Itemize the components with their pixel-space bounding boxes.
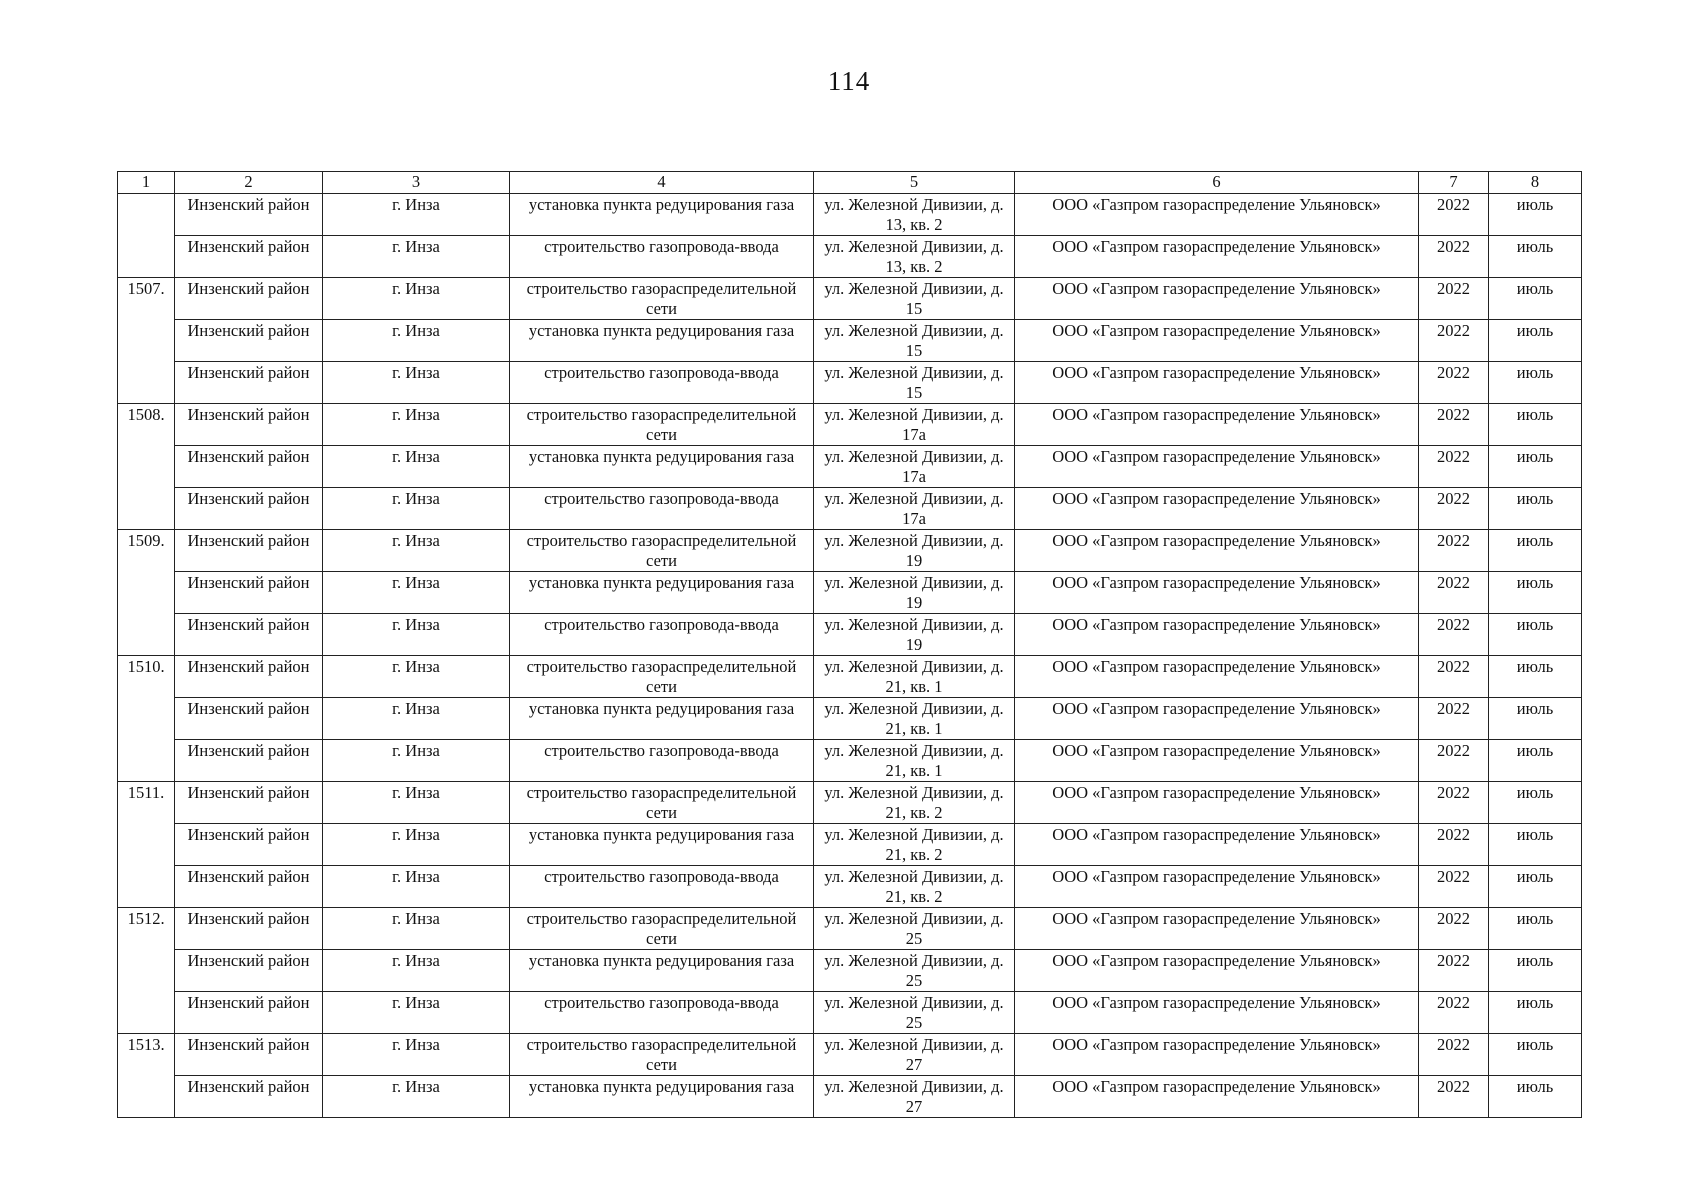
cell-month: июль bbox=[1489, 488, 1582, 530]
cell-year: 2022 bbox=[1419, 236, 1489, 278]
cell-month: июль bbox=[1489, 656, 1582, 698]
cell-org: ООО «Газпром газораспределение Ульяновск» bbox=[1015, 824, 1419, 866]
cell-work: строительство газораспределительной сети bbox=[510, 656, 814, 698]
cell-number: 1507. bbox=[118, 278, 175, 404]
cell-number: 1511. bbox=[118, 782, 175, 908]
cell-org: ООО «Газпром газораспределение Ульяновск» bbox=[1015, 530, 1419, 572]
cell-year: 2022 bbox=[1419, 194, 1489, 236]
cell-district: Инзенский район bbox=[175, 740, 323, 782]
cell-district: Инзенский район bbox=[175, 278, 323, 320]
cell-address: ул. Железной Дивизии, д. 15 bbox=[814, 278, 1015, 320]
cell-work: строительство газораспределительной сети bbox=[510, 1034, 814, 1076]
cell-work: установка пункта редуцирования газа bbox=[510, 698, 814, 740]
cell-number bbox=[118, 194, 175, 278]
cell-year: 2022 bbox=[1419, 740, 1489, 782]
cell-address: ул. Железной Дивизии, д. 27 bbox=[814, 1076, 1015, 1118]
cell-address: ул. Железной Дивизии, д. 21, кв. 1 bbox=[814, 740, 1015, 782]
cell-year: 2022 bbox=[1419, 278, 1489, 320]
table-row bbox=[118, 236, 1582, 278]
cell-city: г. Инза bbox=[323, 488, 510, 530]
table-row bbox=[118, 278, 1582, 320]
cell-city: г. Инза bbox=[323, 866, 510, 908]
cell-city: г. Инза bbox=[323, 404, 510, 446]
cell-work: установка пункта редуцирования газа bbox=[510, 446, 814, 488]
cell-work: установка пункта редуцирования газа bbox=[510, 824, 814, 866]
cell-district: Инзенский район bbox=[175, 1076, 323, 1118]
cell-district: Инзенский район bbox=[175, 992, 323, 1034]
cell-work: строительство газопровода-ввода bbox=[510, 992, 814, 1034]
cell-org: ООО «Газпром газораспределение Ульяновск» bbox=[1015, 446, 1419, 488]
cell-org: ООО «Газпром газораспределение Ульяновск» bbox=[1015, 866, 1419, 908]
cell-org: ООО «Газпром газораспределение Ульяновск» bbox=[1015, 1034, 1419, 1076]
cell-work: строительство газораспределительной сети bbox=[510, 530, 814, 572]
cell-org: ООО «Газпром газораспределение Ульяновск» bbox=[1015, 194, 1419, 236]
table-row bbox=[118, 572, 1582, 614]
cell-org: ООО «Газпром газораспределение Ульяновск» bbox=[1015, 1076, 1419, 1118]
cell-org: ООО «Газпром газораспределение Ульяновск» bbox=[1015, 992, 1419, 1034]
cell-org: ООО «Газпром газораспределение Ульяновск» bbox=[1015, 236, 1419, 278]
cell-city: г. Инза bbox=[323, 1034, 510, 1076]
cell-address: ул. Железной Дивизии, д. 27 bbox=[814, 1034, 1015, 1076]
cell-org: ООО «Газпром газораспределение Ульяновск» bbox=[1015, 908, 1419, 950]
cell-district: Инзенский район bbox=[175, 488, 323, 530]
cell-address: ул. Железной Дивизии, д. 15 bbox=[814, 320, 1015, 362]
cell-month: июль bbox=[1489, 698, 1582, 740]
header-col-7: 7 bbox=[1419, 172, 1489, 194]
header-col-6: 6 bbox=[1015, 172, 1419, 194]
table-row bbox=[118, 950, 1582, 992]
cell-month: июль bbox=[1489, 824, 1582, 866]
cell-district: Инзенский район bbox=[175, 194, 323, 236]
cell-month: июль bbox=[1489, 614, 1582, 656]
cell-month: июль bbox=[1489, 782, 1582, 824]
cell-year: 2022 bbox=[1419, 320, 1489, 362]
cell-city: г. Инза bbox=[323, 320, 510, 362]
cell-year: 2022 bbox=[1419, 866, 1489, 908]
cell-number: 1510. bbox=[118, 656, 175, 782]
cell-month: июль bbox=[1489, 362, 1582, 404]
cell-city: г. Инза bbox=[323, 530, 510, 572]
cell-address: ул. Железной Дивизии, д. 19 bbox=[814, 614, 1015, 656]
cell-work: установка пункта редуцирования газа bbox=[510, 320, 814, 362]
cell-district: Инзенский район bbox=[175, 320, 323, 362]
cell-city: г. Инза bbox=[323, 446, 510, 488]
cell-month: июль bbox=[1489, 278, 1582, 320]
cell-year: 2022 bbox=[1419, 782, 1489, 824]
table-row bbox=[118, 320, 1582, 362]
gasification-table bbox=[117, 171, 1582, 1118]
cell-city: г. Инза bbox=[323, 1076, 510, 1118]
cell-address: ул. Железной Дивизии, д. 21, кв. 1 bbox=[814, 656, 1015, 698]
cell-city: г. Инза bbox=[323, 614, 510, 656]
table-row bbox=[118, 740, 1582, 782]
cell-district: Инзенский район bbox=[175, 572, 323, 614]
table-row bbox=[118, 992, 1582, 1034]
cell-year: 2022 bbox=[1419, 1034, 1489, 1076]
cell-month: июль bbox=[1489, 1034, 1582, 1076]
cell-month: июль bbox=[1489, 194, 1582, 236]
table-row bbox=[118, 656, 1582, 698]
cell-org: ООО «Газпром газораспределение Ульяновск» bbox=[1015, 950, 1419, 992]
cell-org: ООО «Газпром газораспределение Ульяновск» bbox=[1015, 656, 1419, 698]
page-number: 114 bbox=[827, 66, 871, 96]
cell-month: июль bbox=[1489, 572, 1582, 614]
cell-address: ул. Железной Дивизии, д. 19 bbox=[814, 530, 1015, 572]
cell-work: установка пункта редуцирования газа bbox=[510, 194, 814, 236]
table-row bbox=[118, 446, 1582, 488]
cell-year: 2022 bbox=[1419, 446, 1489, 488]
cell-month: июль bbox=[1489, 530, 1582, 572]
cell-org: ООО «Газпром газораспределение Ульяновск» bbox=[1015, 740, 1419, 782]
cell-city: г. Инза bbox=[323, 782, 510, 824]
cell-year: 2022 bbox=[1419, 824, 1489, 866]
table-row bbox=[118, 530, 1582, 572]
cell-address: ул. Железной Дивизии, д. 21, кв. 1 bbox=[814, 698, 1015, 740]
cell-address: ул. Железной Дивизии, д. 13, кв. 2 bbox=[814, 194, 1015, 236]
cell-district: Инзенский район bbox=[175, 656, 323, 698]
cell-district: Инзенский район bbox=[175, 698, 323, 740]
cell-year: 2022 bbox=[1419, 698, 1489, 740]
table-row bbox=[118, 404, 1582, 446]
table-row bbox=[118, 908, 1582, 950]
cell-address: ул. Железной Дивизии, д. 19 bbox=[814, 572, 1015, 614]
cell-city: г. Инза bbox=[323, 740, 510, 782]
table-row bbox=[118, 194, 1582, 236]
cell-work: строительство газораспределительной сети bbox=[510, 278, 814, 320]
cell-address: ул. Железной Дивизии, д. 25 bbox=[814, 992, 1015, 1034]
cell-number: 1508. bbox=[118, 404, 175, 530]
header-col-2: 2 bbox=[175, 172, 323, 194]
cell-org: ООО «Газпром газораспределение Ульяновск» bbox=[1015, 614, 1419, 656]
cell-year: 2022 bbox=[1419, 404, 1489, 446]
cell-org: ООО «Газпром газораспределение Ульяновск» bbox=[1015, 698, 1419, 740]
cell-city: г. Инза bbox=[323, 194, 510, 236]
cell-month: июль bbox=[1489, 404, 1582, 446]
cell-district: Инзенский район bbox=[175, 824, 323, 866]
cell-work: строительство газопровода-ввода bbox=[510, 866, 814, 908]
table-row bbox=[118, 1034, 1582, 1076]
cell-month: июль bbox=[1489, 236, 1582, 278]
header-col-3: 3 bbox=[323, 172, 510, 194]
cell-month: июль bbox=[1489, 866, 1582, 908]
cell-year: 2022 bbox=[1419, 656, 1489, 698]
cell-year: 2022 bbox=[1419, 1076, 1489, 1118]
cell-district: Инзенский район bbox=[175, 1034, 323, 1076]
cell-district: Инзенский район bbox=[175, 362, 323, 404]
cell-district: Инзенский район bbox=[175, 446, 323, 488]
cell-month: июль bbox=[1489, 992, 1582, 1034]
cell-work: установка пункта редуцирования газа bbox=[510, 1076, 814, 1118]
cell-city: г. Инза bbox=[323, 824, 510, 866]
cell-org: ООО «Газпром газораспределение Ульяновск» bbox=[1015, 404, 1419, 446]
table-row bbox=[118, 782, 1582, 824]
cell-city: г. Инза bbox=[323, 950, 510, 992]
table-row bbox=[118, 1076, 1582, 1118]
cell-number: 1513. bbox=[118, 1034, 175, 1118]
cell-work: строительство газопровода-ввода bbox=[510, 488, 814, 530]
cell-work: строительство газопровода-ввода bbox=[510, 236, 814, 278]
cell-work: установка пункта редуцирования газа bbox=[510, 950, 814, 992]
cell-month: июль bbox=[1489, 320, 1582, 362]
cell-org: ООО «Газпром газораспределение Ульяновск» bbox=[1015, 320, 1419, 362]
table-row bbox=[118, 488, 1582, 530]
table-body bbox=[118, 194, 1582, 1118]
cell-district: Инзенский район bbox=[175, 530, 323, 572]
header-row bbox=[118, 172, 1582, 194]
cell-address: ул. Железной Дивизии, д. 25 bbox=[814, 908, 1015, 950]
cell-work: строительство газопровода-ввода bbox=[510, 362, 814, 404]
cell-district: Инзенский район bbox=[175, 908, 323, 950]
cell-city: г. Инза bbox=[323, 698, 510, 740]
cell-year: 2022 bbox=[1419, 530, 1489, 572]
table-row bbox=[118, 614, 1582, 656]
cell-city: г. Инза bbox=[323, 908, 510, 950]
cell-district: Инзенский район bbox=[175, 404, 323, 446]
cell-month: июль bbox=[1489, 446, 1582, 488]
cell-year: 2022 bbox=[1419, 362, 1489, 404]
cell-year: 2022 bbox=[1419, 488, 1489, 530]
cell-city: г. Инза bbox=[323, 278, 510, 320]
cell-address: ул. Железной Дивизии, д. 17а bbox=[814, 446, 1015, 488]
cell-district: Инзенский район bbox=[175, 950, 323, 992]
table-row bbox=[118, 866, 1582, 908]
table-row bbox=[118, 362, 1582, 404]
cell-city: г. Инза bbox=[323, 992, 510, 1034]
cell-address: ул. Железной Дивизии, д. 17а bbox=[814, 404, 1015, 446]
cell-city: г. Инза bbox=[323, 572, 510, 614]
cell-address: ул. Железной Дивизии, д. 13, кв. 2 bbox=[814, 236, 1015, 278]
cell-number: 1509. bbox=[118, 530, 175, 656]
cell-org: ООО «Газпром газораспределение Ульяновск» bbox=[1015, 278, 1419, 320]
cell-district: Инзенский район bbox=[175, 866, 323, 908]
cell-year: 2022 bbox=[1419, 950, 1489, 992]
cell-address: ул. Железной Дивизии, д. 21, кв. 2 bbox=[814, 782, 1015, 824]
cell-work: строительство газопровода-ввода bbox=[510, 740, 814, 782]
cell-address: ул. Железной Дивизии, д. 21, кв. 2 bbox=[814, 824, 1015, 866]
cell-year: 2022 bbox=[1419, 614, 1489, 656]
cell-year: 2022 bbox=[1419, 908, 1489, 950]
cell-work: установка пункта редуцирования газа bbox=[510, 572, 814, 614]
cell-month: июль bbox=[1489, 740, 1582, 782]
cell-month: июль bbox=[1489, 950, 1582, 992]
cell-work: строительство газораспределительной сети bbox=[510, 404, 814, 446]
cell-month: июль bbox=[1489, 908, 1582, 950]
header-col-8: 8 bbox=[1489, 172, 1582, 194]
cell-year: 2022 bbox=[1419, 992, 1489, 1034]
cell-month: июль bbox=[1489, 1076, 1582, 1118]
cell-district: Инзенский район bbox=[175, 236, 323, 278]
header-col-1: 1 bbox=[118, 172, 175, 194]
cell-org: ООО «Газпром газораспределение Ульяновск» bbox=[1015, 572, 1419, 614]
cell-address: ул. Железной Дивизии, д. 15 bbox=[814, 362, 1015, 404]
cell-district: Инзенский район bbox=[175, 782, 323, 824]
header-col-5: 5 bbox=[814, 172, 1015, 194]
header-col-4: 4 bbox=[510, 172, 814, 194]
table-row bbox=[118, 698, 1582, 740]
table-row bbox=[118, 824, 1582, 866]
cell-org: ООО «Газпром газораспределение Ульяновск» bbox=[1015, 488, 1419, 530]
cell-work: строительство газораспределительной сети bbox=[510, 782, 814, 824]
cell-district: Инзенский район bbox=[175, 614, 323, 656]
cell-org: ООО «Газпром газораспределение Ульяновск» bbox=[1015, 362, 1419, 404]
cell-year: 2022 bbox=[1419, 572, 1489, 614]
cell-number: 1512. bbox=[118, 908, 175, 1034]
cell-work: строительство газопровода-ввода bbox=[510, 614, 814, 656]
cell-address: ул. Железной Дивизии, д. 21, кв. 2 bbox=[814, 866, 1015, 908]
cell-work: строительство газораспределительной сети bbox=[510, 908, 814, 950]
cell-city: г. Инза bbox=[323, 236, 510, 278]
cell-org: ООО «Газпром газораспределение Ульяновск» bbox=[1015, 782, 1419, 824]
cell-city: г. Инза bbox=[323, 656, 510, 698]
cell-city: г. Инза bbox=[323, 362, 510, 404]
cell-address: ул. Железной Дивизии, д. 17а bbox=[814, 488, 1015, 530]
cell-address: ул. Железной Дивизии, д. 25 bbox=[814, 950, 1015, 992]
